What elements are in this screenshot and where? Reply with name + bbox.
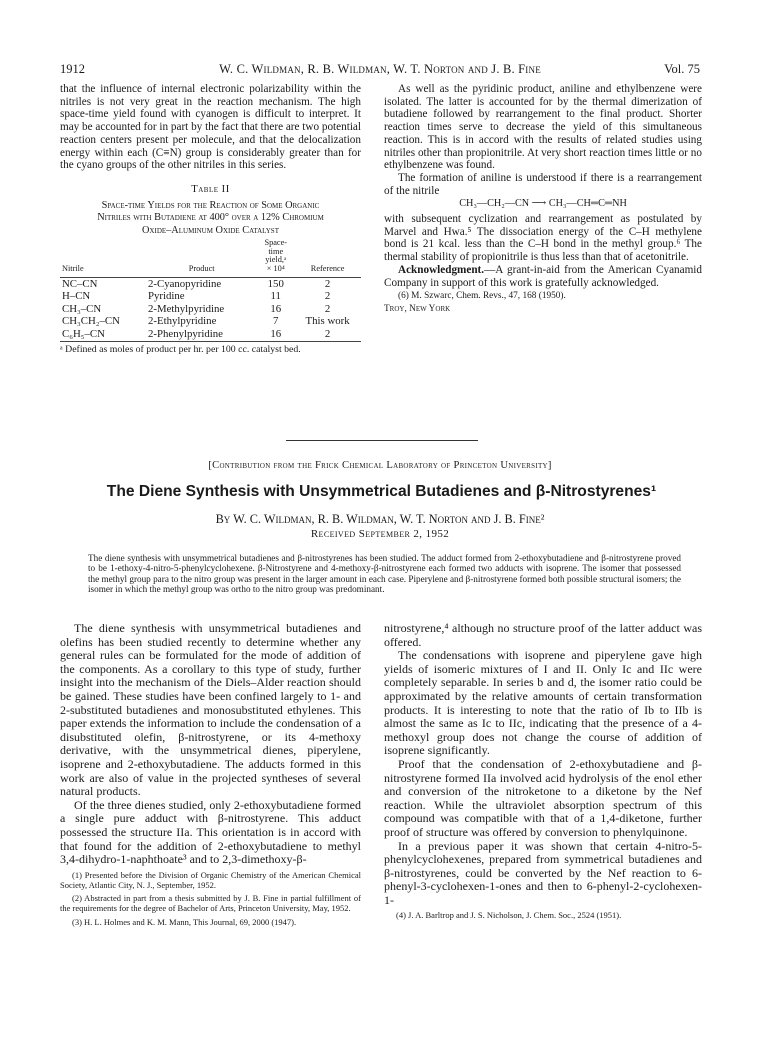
paragraph: The formation of aniline is understood if there is a rearrangement of the nitrile <box>384 171 702 197</box>
page-number: 1912 <box>60 62 85 76</box>
paragraph: Proof that the condensation of 2-ethoxybutadiene and β-nitrostyrene formed IIa involved acid hydrolysis of the enol ether and conversion of the nitroketone to a diketone by the Nef reaction. While the ultraviolet absorption spectrum of this compound was compatible with that of a 1,4-diketone, further proof of structure was offered by conversion to phenylquinone. <box>384 756 702 839</box>
section-divider <box>286 440 478 441</box>
paragraph: The diene synthesis with unsymmetrical butadienes and olefins has been studied recently to determine whether any general rules can be formulated for the mode of addition of the components. As a corollary to this type of study, further insight into the mechanism of the Diels–Alder reaction should be gained. These studies have been confined largely to 1- and 2-substituted butadienes and monosubstituted ethylenes. This paper extends the information to include the condensation of a disubstituted olefin, β-nitrostyrene, or its 4-methoxy derivative, with the unsymmetrical dienes, piperylene, isoprene and 2-ethoxybutadiene. The adducts formed in this work are also of value in the projected syntheses of several natural products. <box>60 621 361 799</box>
footnote-3: (3) H. L. Holmes and K. M. Mann, This Journal, 69, 2000 (1947). <box>72 916 297 927</box>
table-caption-line: Nitriles with Butadiene at 400° over a 12% Chromium <box>97 212 324 224</box>
col-nitrile: Nitrile <box>60 239 146 277</box>
paragraph: In a previous paper it was shown that certain 4-nitro-5-phenylcyclohexenes, prepared from symmetrical butadienes and β-nitrostyrenes, could be converted by the Nef reaction to 6-phenyl-3-cyclohexen-1-ones and then to 6-phenyl-2-cyclohexen-1- <box>384 838 702 907</box>
table-row: NC–CN 2-Cyanopyridine 150 2 <box>62 277 331 290</box>
table-row: CH₃–CN 2-Methylpyridine 16 2 <box>62 302 331 315</box>
acknowledgment <box>384 264 702 289</box>
contribution-line: [Contribution from the Frick Chemical Laboratory of Princeton University] <box>208 460 552 471</box>
running-authors: W. C. Wildman, R. B. Wildman, W. T. Norton and J. B. Fine <box>219 62 541 76</box>
table-row: CH₃CH₂–CN 2-Ethylpyridine 7 This work <box>62 315 350 328</box>
paragraph: As well as the pyridinic product, aniline and ethylbenzene were isolated. The latter is accounted for by the thermal dimerization of butadiene followed by rearrangement to the final product. Shorter reaction times serve to decrease the yield of this simultaneous reaction. This is in accord with the results of related studies using nitriles other than propionitrile. At very short reaction times little or no ethylbenzene was found. <box>384 83 702 172</box>
footnote-2: (2) Abstracted in part from a thesis submitted by J. B. Fine in partial fulfillment of the requirements for the degree of Bachelor of Arts, Princeton University, May, 1952. <box>60 893 361 914</box>
footnote-6: (6) M. Szwarc, Chem. Revs., 47, 168 (1950). <box>398 291 566 302</box>
place-line: Troy, New York <box>384 304 451 315</box>
paragraph: nitrostyrene,⁴ although no structure proof of the latter adduct was offered. <box>384 621 702 649</box>
space-time-yield-table <box>60 239 361 340</box>
running-header <box>60 62 700 82</box>
bottom-left-column <box>60 622 361 927</box>
table-row: C₆H₅–CN 2-Phenylpyridine 16 2 <box>62 327 331 340</box>
paragraph: The condensations with isoprene and piperylene gave high yields of isomeric mixtures of I and II. Only Ic and IIc were completely separable. In series b and d, the isomer ratio could be approximated by the relative amounts of certain transformation products. It is interesting to note that the ratio of Ib to IIb is almost the same as Ic to IIc, indicating that the presence of a 4-methoxyl group does not change the course of addition of isoprene significantly. <box>384 648 702 758</box>
rearrangement-equation: CH₃—CH₂—CN ⟶ CH₃—CH═C═NH <box>459 198 627 210</box>
col-yield: Space- time yield,ᵃ × 10⁴ <box>257 239 294 277</box>
table-caption <box>60 200 361 238</box>
top-left-column <box>60 83 361 356</box>
table-footnote: ᵃ Defined as moles of product per hr. per 100 cc. catalyst bed. <box>60 341 361 356</box>
bottom-right-column <box>384 622 702 921</box>
footnote-4: (4) J. A. Barltrop and J. S. Nicholson, J. Chem. Soc., 2524 (1951). <box>396 910 622 921</box>
table-header-row <box>60 239 361 277</box>
table-caption-line: Space-time Yields for the Reaction of Some Organic <box>101 199 320 211</box>
received-date: Received September 2, 1952 <box>310 528 450 540</box>
paragraph: with subsequent cyclization and rearrangement as postulated by Marvel and Hwa.⁵ The dissociation energy of the C–H methylene bond is 21 kcal. less than the C–H bond in the methyl group.⁶ The thermal stability of propionitrile is thus less than that of acetonitrile. <box>384 213 702 264</box>
top-right-column <box>384 83 702 315</box>
col-reference: Reference <box>294 239 361 277</box>
article-byline: By W. C. Wildman, R. B. Wildman, W. T. Norton and J. B. Fine² <box>215 512 545 526</box>
abstract: The diene synthesis with unsymmetrical butadienes and β-nitrostyrenes has been studied. The adduct formed from 2-ethoxybutadiene and β-nitrostyrene proved to be 1-ethoxy-4-nitro-5-phenylcyclohexene. β-Nitrostyrene and 4-methoxy-β-nitrostyrene each formed two adducts with isoprene. The isomer that possessed the methyl group para to the nitro group was present in the larger amount in each case. Piperylene and β-nitrostyrene formed both possible structural isomers; the isomer in which the methyl group was ortho to the nitro group was predominant. <box>88 553 681 595</box>
carryover-paragraph: that the influence of internal electronic polarizability within the nitriles is not very great in the reaction mechanism. The high space-time yield found with cyanogen is difficult to interpret. It may be accounted for in part by the fact that there are two potential reaction centers present per molecule, and that the delocalization energy within each (C≡N) group is considerably greater than for the cyano groups of the other nitriles in this series. <box>60 83 362 172</box>
table-caption-line: Oxide–Aluminum Oxide Catalyst <box>142 224 279 236</box>
paragraph: Of the three dienes studied, only 2-ethoxybutadiene formed a single pure adduct with β-nitrostyrene. This adduct possessed the structure IIa. This orientation is in accord with that found for the addition of 2-ethoxybutadiene to methyl 3,4-dihydro-1-naphthoate³ and to 2,3-dimethoxy-β- <box>60 797 361 867</box>
footnote-1: (1) Presented before the Division of Organic Chemistry of the American Chemical Society, Atlantic City, N. J., September, 1952. <box>60 869 361 890</box>
acknowledgment-text: —A grant-in-aid from the American Cyanamid Company in support of this work is gratefully acknowledged. <box>384 263 702 289</box>
acknowledgment-heading: Acknowledgment. <box>398 263 485 276</box>
article-title: The Diene Synthesis with Unsymmetrical Butadienes and β-Nitrostyrenes¹ <box>106 483 657 500</box>
table-row: H–CN Pyridine 11 2 <box>62 290 331 303</box>
table-label: Table II <box>191 183 230 195</box>
volume-label: Vol. 75 <box>664 62 700 76</box>
col-product: Product <box>146 239 257 277</box>
